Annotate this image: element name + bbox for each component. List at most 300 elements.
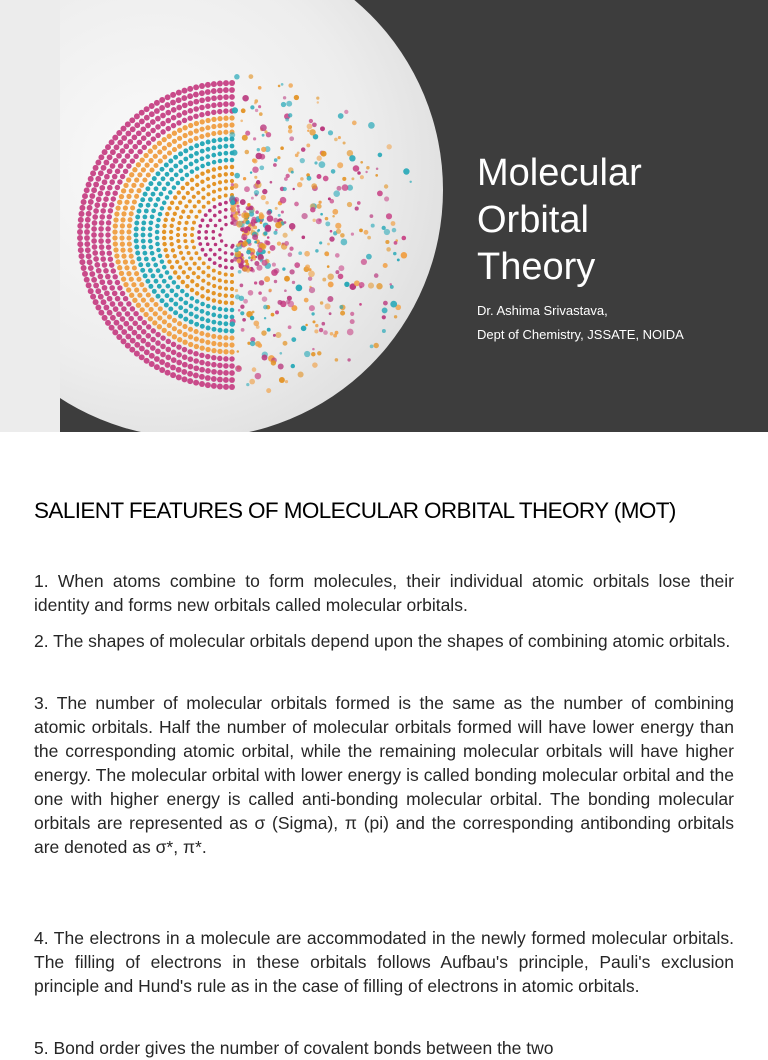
decor-dot bbox=[286, 101, 292, 107]
decor-dot bbox=[178, 265, 182, 269]
decor-dot bbox=[258, 254, 264, 260]
decor-dot bbox=[108, 256, 113, 261]
decor-dot bbox=[94, 262, 100, 268]
decor-dot bbox=[205, 375, 211, 381]
decor-dot bbox=[353, 165, 360, 172]
decor-dot bbox=[223, 80, 229, 86]
decor-dot bbox=[199, 367, 205, 373]
decor-dot bbox=[93, 165, 99, 171]
decor-dot bbox=[205, 311, 210, 316]
decor-dot bbox=[189, 154, 194, 159]
decor-dot bbox=[319, 328, 323, 332]
decor-dot bbox=[114, 320, 120, 326]
decor-dot bbox=[248, 256, 251, 259]
decor-dot bbox=[378, 153, 383, 158]
decor-dot bbox=[213, 214, 217, 218]
decor-dot bbox=[194, 121, 199, 126]
decor-dot bbox=[150, 214, 155, 219]
decor-dot bbox=[187, 349, 192, 354]
decor-dot bbox=[300, 177, 304, 181]
decor-dot bbox=[160, 167, 165, 172]
decor-dot bbox=[165, 212, 169, 216]
decor-dot bbox=[195, 299, 200, 304]
decor-dot bbox=[284, 276, 290, 282]
decor-dot bbox=[160, 113, 166, 119]
decor-dot bbox=[217, 116, 222, 121]
decor-dot bbox=[223, 363, 229, 369]
decor-dot bbox=[178, 160, 183, 165]
decor-dot bbox=[84, 229, 90, 235]
decor-dot bbox=[182, 354, 188, 360]
decor-dot bbox=[305, 324, 308, 327]
decor-dot bbox=[77, 241, 83, 247]
decor-dot bbox=[141, 329, 147, 335]
decor-dot bbox=[107, 250, 112, 255]
decor-dot bbox=[194, 314, 199, 319]
decor-dot bbox=[167, 206, 171, 210]
decor-dot bbox=[188, 131, 193, 136]
decor-dot bbox=[141, 298, 146, 303]
decor-dot bbox=[261, 147, 266, 152]
decor-dot bbox=[229, 363, 235, 369]
decor-dot bbox=[193, 84, 199, 90]
decor-dot bbox=[145, 123, 151, 129]
decor-dot bbox=[315, 249, 318, 252]
decor-dot bbox=[126, 271, 131, 276]
decor-dot bbox=[205, 125, 210, 130]
decor-dot bbox=[148, 284, 153, 289]
decor-dot bbox=[315, 324, 318, 327]
decor-dot bbox=[192, 271, 196, 275]
decor-dot bbox=[194, 329, 199, 334]
decor-dot bbox=[172, 318, 177, 323]
decor-dot bbox=[199, 105, 205, 111]
decor-dot bbox=[133, 154, 138, 159]
decor-dot bbox=[190, 288, 194, 292]
title-line: Theory bbox=[477, 246, 596, 288]
decor-dot bbox=[292, 281, 295, 284]
decor-dot bbox=[193, 365, 199, 371]
decor-dot bbox=[209, 248, 213, 252]
decor-dot bbox=[218, 180, 222, 184]
decor-dot bbox=[162, 201, 167, 206]
decor-dot bbox=[319, 161, 326, 168]
decor-dot bbox=[373, 343, 378, 348]
decor-dot bbox=[119, 235, 124, 240]
decor-dot bbox=[230, 294, 234, 298]
decor-dot bbox=[100, 256, 106, 262]
decor-dot bbox=[240, 284, 244, 288]
decor-dot bbox=[238, 270, 242, 274]
decor-dot bbox=[273, 334, 276, 337]
decor-dot bbox=[193, 204, 197, 208]
decor-dot bbox=[82, 193, 88, 199]
decor-dot bbox=[201, 279, 205, 283]
decor-dot bbox=[351, 232, 354, 235]
decor-dot bbox=[142, 177, 147, 182]
decor-dot bbox=[148, 233, 153, 238]
decor-dot bbox=[289, 247, 293, 251]
decor-dot bbox=[244, 212, 250, 218]
decor-dot bbox=[115, 280, 120, 285]
decor-dot bbox=[108, 208, 113, 213]
decor-dot bbox=[106, 244, 111, 249]
decor-dot bbox=[281, 210, 284, 213]
decor-dot bbox=[190, 187, 194, 191]
decor-dot bbox=[230, 273, 234, 277]
decor-dot bbox=[185, 173, 190, 178]
decor-dot bbox=[240, 311, 244, 315]
decor-dot bbox=[165, 270, 170, 275]
decor-dot bbox=[134, 239, 139, 244]
decor-dot bbox=[252, 311, 255, 314]
decor-dot bbox=[110, 163, 116, 169]
decor-dot bbox=[223, 349, 228, 354]
decor-dot bbox=[189, 162, 194, 167]
decor-dot bbox=[112, 174, 118, 180]
decor-dot bbox=[162, 137, 167, 142]
decor-dot bbox=[172, 326, 177, 331]
decor-dot bbox=[149, 103, 155, 109]
decor-dot bbox=[86, 253, 92, 259]
decor-dot bbox=[271, 360, 276, 365]
decor-dot bbox=[145, 342, 151, 348]
decor-dot bbox=[102, 149, 108, 155]
decor-dot bbox=[211, 110, 216, 115]
decor-dot bbox=[112, 291, 118, 297]
decor-dot bbox=[193, 262, 197, 266]
decor-dot bbox=[244, 229, 248, 233]
decor-dot bbox=[137, 293, 142, 298]
decor-dot bbox=[217, 81, 223, 87]
decor-dot bbox=[288, 113, 292, 117]
decor-dot bbox=[182, 102, 188, 108]
decor-dot bbox=[218, 248, 222, 252]
decor-dot bbox=[173, 270, 177, 274]
decor-dot bbox=[218, 202, 222, 206]
decor-dot bbox=[142, 287, 147, 292]
decor-dot bbox=[123, 143, 129, 149]
decor-dot bbox=[123, 259, 128, 264]
decor-dot bbox=[157, 181, 162, 186]
feature-point: 1. When atoms combine to form molecules, their individual atomic orbitals lose their identity and forms new orbitals called molecular orbitals. bbox=[34, 570, 734, 615]
decor-dot bbox=[168, 307, 173, 312]
decor-dot bbox=[170, 201, 174, 205]
decor-dot bbox=[261, 330, 266, 335]
decor-dot bbox=[176, 90, 182, 96]
decor-dot bbox=[266, 388, 271, 393]
decor-dot bbox=[401, 236, 406, 241]
decor-dot bbox=[253, 159, 258, 164]
decor-dot bbox=[359, 229, 363, 233]
decor-dot bbox=[160, 206, 165, 211]
decor-dot bbox=[217, 384, 223, 390]
decor-dot bbox=[171, 357, 177, 363]
decor-dot bbox=[192, 221, 196, 225]
decor-dot bbox=[230, 301, 234, 305]
decor-dot bbox=[171, 107, 177, 113]
decor-dot bbox=[254, 102, 257, 105]
decor-dot bbox=[107, 310, 113, 316]
decor-dot bbox=[156, 218, 161, 223]
decor-dot bbox=[149, 353, 155, 359]
decor-dot bbox=[126, 177, 131, 182]
decor-dot bbox=[212, 197, 216, 201]
decor-dot bbox=[212, 182, 216, 186]
decor-dot bbox=[251, 217, 256, 222]
decor-dot bbox=[224, 273, 228, 277]
decor-dot bbox=[125, 153, 131, 159]
decor-dot bbox=[229, 87, 235, 93]
decor-dot bbox=[121, 254, 126, 259]
decor-dot bbox=[224, 165, 228, 169]
decor-dot bbox=[179, 215, 183, 219]
decor-dot bbox=[124, 200, 129, 205]
decor-dot bbox=[120, 148, 126, 154]
decor-dot bbox=[238, 309, 241, 312]
decor-dot bbox=[230, 165, 234, 169]
decor-dot bbox=[224, 223, 227, 226]
decor-dot bbox=[190, 279, 194, 283]
decor-dot bbox=[144, 115, 150, 121]
decor-dot bbox=[126, 194, 131, 199]
decor-dot bbox=[145, 302, 150, 307]
decor-dot bbox=[146, 324, 151, 329]
decor-dot bbox=[287, 296, 292, 301]
decor-dot bbox=[188, 342, 193, 347]
decor-dot bbox=[113, 223, 118, 228]
decor-dot bbox=[155, 224, 160, 229]
decor-dot bbox=[162, 328, 167, 333]
decor-dot bbox=[172, 334, 177, 339]
decor-dot bbox=[131, 183, 136, 188]
decor-dot bbox=[262, 260, 268, 266]
decor-dot bbox=[202, 205, 206, 209]
decor-dot bbox=[291, 364, 295, 368]
decor-dot bbox=[224, 208, 228, 212]
decor-dot bbox=[301, 213, 307, 219]
decor-dot bbox=[224, 266, 228, 270]
decor-dot bbox=[180, 177, 185, 182]
decor-dot bbox=[116, 311, 122, 317]
decor-dot bbox=[235, 365, 242, 372]
decor-dot bbox=[212, 284, 216, 288]
decor-dot bbox=[107, 168, 113, 174]
decor-dot bbox=[136, 130, 142, 136]
decor-dot bbox=[197, 236, 201, 240]
decor-dot bbox=[275, 332, 281, 338]
decor-dot bbox=[211, 383, 217, 389]
decor-dot bbox=[195, 174, 199, 178]
decor-dot bbox=[78, 217, 84, 223]
decor-dot bbox=[151, 192, 156, 197]
decor-dot bbox=[218, 264, 222, 268]
decor-dot bbox=[132, 199, 137, 204]
decor-dot bbox=[311, 183, 317, 189]
decor-dot bbox=[146, 262, 151, 267]
decor-dot bbox=[152, 320, 157, 325]
decor-dot bbox=[205, 361, 211, 367]
decor-dot bbox=[234, 74, 240, 80]
decor-dot bbox=[149, 297, 154, 302]
decor-dot bbox=[127, 223, 132, 228]
decor-dot bbox=[112, 235, 117, 240]
decor-dot bbox=[162, 146, 167, 151]
decor-dot bbox=[93, 182, 99, 188]
decor-dot bbox=[185, 221, 189, 225]
decor-dot bbox=[194, 128, 199, 133]
decor-dot bbox=[118, 163, 124, 169]
decor-dot bbox=[234, 248, 238, 252]
decor-dot bbox=[294, 95, 299, 100]
decor-dot bbox=[154, 108, 160, 114]
decor-dot bbox=[115, 169, 121, 175]
decor-dot bbox=[170, 242, 174, 246]
decor-dot bbox=[204, 230, 208, 234]
decor-dot bbox=[367, 236, 371, 240]
decor-dot bbox=[162, 319, 167, 324]
decor-dot bbox=[194, 151, 199, 156]
decor-dot bbox=[309, 129, 315, 135]
decor-dot bbox=[217, 130, 222, 135]
decor-dot bbox=[186, 191, 190, 195]
content-slide bbox=[0, 432, 768, 1058]
decor-dot bbox=[297, 182, 302, 187]
decor-dot bbox=[155, 242, 160, 247]
decor-dot bbox=[224, 308, 229, 313]
decor-dot bbox=[207, 184, 211, 188]
decor-dot bbox=[162, 224, 166, 228]
decor-dot bbox=[205, 382, 211, 388]
decor-dot bbox=[206, 169, 210, 173]
decor-dot bbox=[240, 199, 246, 205]
decor-dot bbox=[98, 238, 104, 244]
decor-dot bbox=[224, 179, 228, 183]
decor-dot bbox=[283, 187, 287, 191]
decor-dot bbox=[99, 279, 105, 285]
decor-dot bbox=[330, 332, 334, 336]
decor-dot bbox=[289, 269, 294, 274]
decor-dot bbox=[139, 183, 144, 188]
decor-dot bbox=[98, 191, 104, 197]
decor-dot bbox=[131, 282, 136, 287]
decor-dot bbox=[139, 346, 145, 352]
decor-dot bbox=[291, 171, 294, 174]
decor-dot bbox=[132, 167, 137, 172]
decor-dot bbox=[317, 156, 322, 161]
decor-dot bbox=[168, 190, 173, 195]
decor-dot bbox=[172, 185, 177, 190]
decor-dot bbox=[129, 117, 135, 123]
decor-dot bbox=[206, 274, 210, 278]
decor-dot bbox=[224, 186, 228, 190]
decor-dot bbox=[189, 319, 194, 324]
decor-dot bbox=[266, 210, 271, 215]
decor-dot bbox=[121, 211, 126, 216]
decor-dot bbox=[307, 130, 309, 132]
decor-dot bbox=[174, 293, 179, 298]
decor-dot bbox=[199, 381, 205, 387]
decor-dot bbox=[241, 234, 247, 240]
decor-dot bbox=[223, 370, 229, 376]
decor-dot bbox=[319, 241, 322, 244]
decor-dot bbox=[187, 215, 191, 219]
decor-dot bbox=[120, 174, 125, 179]
decor-dot bbox=[205, 118, 210, 123]
decor-dot bbox=[351, 177, 354, 180]
decor-dot bbox=[173, 254, 177, 258]
decor-dot bbox=[170, 224, 174, 228]
decor-dot bbox=[194, 136, 199, 141]
decor-dot bbox=[218, 271, 222, 275]
decor-dot bbox=[127, 242, 132, 247]
decor-dot bbox=[179, 297, 184, 302]
decor-dot bbox=[207, 201, 211, 205]
decor-dot bbox=[178, 305, 183, 310]
decor-dot bbox=[212, 167, 216, 171]
decor-dot bbox=[93, 256, 99, 262]
decor-dot bbox=[199, 374, 205, 380]
decor-dot bbox=[146, 292, 151, 297]
decor-dot bbox=[148, 197, 153, 202]
decor-dot bbox=[132, 330, 138, 336]
decor-dot bbox=[230, 200, 235, 205]
decor-dot bbox=[84, 235, 90, 241]
decor-dot bbox=[211, 153, 216, 158]
decor-dot bbox=[188, 334, 193, 339]
decor-dot bbox=[152, 289, 157, 294]
decor-dot bbox=[140, 157, 145, 162]
decor-dot bbox=[170, 100, 176, 106]
decor-dot bbox=[197, 266, 201, 270]
decor-dot bbox=[126, 163, 131, 168]
decor-dot bbox=[176, 120, 181, 125]
decor-dot bbox=[218, 188, 222, 192]
decor-dot bbox=[112, 274, 117, 279]
decor-dot bbox=[312, 320, 315, 323]
decor-dot bbox=[384, 229, 390, 235]
title-line: Orbital bbox=[477, 199, 589, 241]
decor-dot bbox=[120, 242, 125, 247]
decor-dot bbox=[248, 290, 254, 296]
decor-dot bbox=[193, 358, 199, 364]
decor-dot bbox=[129, 293, 134, 298]
decor-dot bbox=[165, 110, 171, 116]
decor-dot bbox=[409, 181, 411, 183]
decor-dot bbox=[115, 185, 120, 190]
decor-dot bbox=[202, 261, 206, 265]
decor-dot bbox=[144, 257, 149, 262]
title-line: Molecular bbox=[477, 152, 642, 194]
decor-dot bbox=[368, 283, 374, 289]
decor-dot bbox=[193, 351, 198, 356]
decor-dot bbox=[153, 203, 158, 208]
decor-dot bbox=[137, 149, 142, 154]
decor-dot bbox=[95, 305, 101, 311]
decor-dot bbox=[105, 274, 111, 280]
decor-dot bbox=[98, 294, 104, 300]
decor-dot bbox=[217, 370, 223, 376]
decor-dot bbox=[223, 94, 229, 100]
decor-dot bbox=[176, 227, 180, 231]
decor-dot bbox=[98, 154, 104, 160]
decor-dot bbox=[364, 230, 369, 235]
decor-dot bbox=[180, 289, 185, 294]
decor-dot bbox=[223, 108, 228, 113]
decor-dot bbox=[178, 151, 183, 156]
decor-dot bbox=[155, 230, 160, 235]
decor-dot bbox=[99, 185, 105, 191]
